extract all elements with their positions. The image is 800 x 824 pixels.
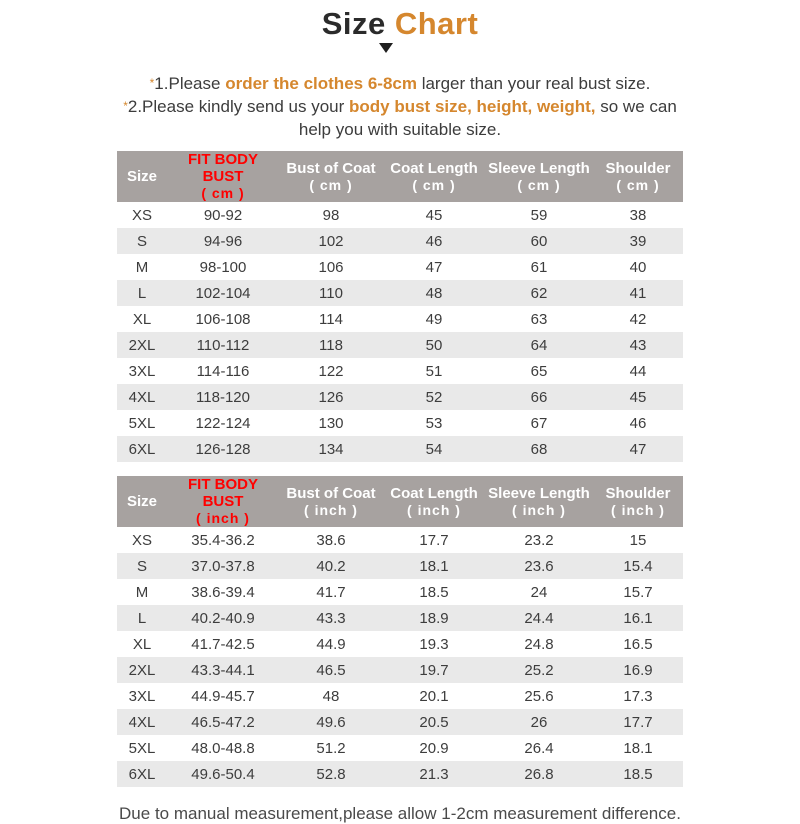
col-header-shoulder-inch: Shoulder ( inch ) xyxy=(593,476,683,527)
cell-bust-of-coat: 38.6 xyxy=(316,531,346,549)
cell-coat-length: 53 xyxy=(425,414,443,432)
cell-sleeve-length: 62 xyxy=(485,280,593,306)
note-2-pre: 2.Please kindly send us your xyxy=(127,97,349,116)
cell-shoulder: 39 xyxy=(593,228,683,254)
title-word-chart: Chart xyxy=(394,6,479,41)
cell-size: 5XL xyxy=(128,414,156,432)
title-word-size: Size xyxy=(321,6,386,41)
size-row-3xl-cm xyxy=(117,358,683,384)
cell-coat-length: 20.1 xyxy=(419,687,449,705)
cell-fit-body-bust: 35.4-36.2 xyxy=(191,531,255,549)
note-2-post: so we can xyxy=(595,97,677,116)
cell-shoulder: 40 xyxy=(629,258,647,276)
cell-size: M xyxy=(135,258,149,276)
footer-note: Due to manual measurement,please allow 1-2cm measurement difference. xyxy=(119,804,681,823)
cell-fit-body-bust: 114-116 xyxy=(196,362,250,380)
cell-fit-body-bust: 48.0-48.8 xyxy=(191,739,255,757)
title-arrow-row xyxy=(0,42,800,54)
cell-shoulder: 15 xyxy=(629,531,647,549)
cell-size: 4XL xyxy=(117,384,167,410)
cell-fit-body-bust: 122-124 xyxy=(195,414,251,432)
col-header-size-cm: Size xyxy=(117,151,167,202)
size-row-6xl-cm xyxy=(117,436,683,462)
cell-bust-of-coat: 98 xyxy=(322,206,340,224)
cell-shoulder: 16.5 xyxy=(623,635,653,653)
cell-fit-body-bust: 49.6-50.4 xyxy=(167,761,279,787)
cell-bust-of-coat: 106 xyxy=(318,258,344,276)
cell-bust-of-coat: 118 xyxy=(279,332,383,358)
cell-shoulder: 18.5 xyxy=(593,761,683,787)
cell-sleeve-length: 26 xyxy=(485,709,593,735)
cell-fit-body-bust: 40.2-40.9 xyxy=(167,605,279,631)
col-header-sleeve-length-inch: Sleeve Length ( inch ) xyxy=(485,476,593,527)
cell-shoulder: 16.1 xyxy=(593,605,683,631)
cell-fit-body-bust: 110-112 xyxy=(167,332,279,358)
cell-shoulder: 18.1 xyxy=(623,739,653,757)
cell-coat-length: 21.3 xyxy=(383,761,485,787)
cell-size: XL xyxy=(132,310,152,328)
cell-sleeve-length: 60 xyxy=(485,228,593,254)
cell-bust-of-coat: 46.5 xyxy=(279,657,383,683)
cell-bust-of-coat: 52.8 xyxy=(279,761,383,787)
cell-sleeve-length: 26.8 xyxy=(485,761,593,787)
cell-coat-length: 52 xyxy=(383,384,485,410)
cell-sleeve-length: 66 xyxy=(485,384,593,410)
cell-size: 4XL xyxy=(117,709,167,735)
cell-size: 6XL xyxy=(117,761,167,787)
cell-shoulder: 38 xyxy=(629,206,647,224)
size-row-6xl-inch xyxy=(117,761,683,787)
size-row-2xl-inch xyxy=(117,657,683,683)
cell-sleeve-length: 23.6 xyxy=(485,553,593,579)
cell-coat-length: 19.7 xyxy=(383,657,485,683)
cell-sleeve-length: 24.8 xyxy=(524,635,554,653)
col-header-shoulder-cm: Shoulder ( cm ) xyxy=(593,151,683,202)
cell-size: 2XL xyxy=(117,657,167,683)
down-triangle-icon xyxy=(379,43,393,53)
cell-fit-body-bust: 46.5-47.2 xyxy=(167,709,279,735)
cell-fit-body-bust: 41.7-42.5 xyxy=(191,635,255,653)
cell-coat-length: 46 xyxy=(383,228,485,254)
cell-fit-body-bust: 94-96 xyxy=(167,228,279,254)
cell-bust-of-coat: 122 xyxy=(318,362,344,380)
cell-bust-of-coat: 110 xyxy=(279,280,383,306)
note-line-2 xyxy=(0,96,800,119)
cell-bust-of-coat: 40.2 xyxy=(279,553,383,579)
cell-fit-body-bust: 37.0-37.8 xyxy=(167,553,279,579)
note-1-pre: 1.Please xyxy=(154,74,226,93)
cell-coat-length: 49 xyxy=(425,310,443,328)
cell-bust-of-coat: 49.6 xyxy=(279,709,383,735)
cell-coat-length: 50 xyxy=(383,332,485,358)
cell-size: 2XL xyxy=(117,332,167,358)
cell-fit-body-bust: 90-92 xyxy=(203,206,243,224)
cell-shoulder: 46 xyxy=(629,414,647,432)
cell-sleeve-length: 61 xyxy=(530,258,548,276)
cell-sleeve-length: 63 xyxy=(530,310,548,328)
size-row-2xl-cm xyxy=(117,332,683,358)
asterisk-icon: * xyxy=(123,99,128,113)
col-header-bust-of-coat-inch: Bust of Coat ( inch ) xyxy=(279,476,383,527)
cell-fit-body-bust: 98-100 xyxy=(199,258,247,276)
size-table-inch xyxy=(117,476,683,787)
cell-size: 6XL xyxy=(117,436,167,462)
asterisk-icon: * xyxy=(149,76,155,90)
cell-sleeve-length: 68 xyxy=(485,436,593,462)
cell-sleeve-length: 67 xyxy=(530,414,548,432)
cell-shoulder: 42 xyxy=(629,310,647,328)
cell-fit-body-bust: 38.6-39.4 xyxy=(191,583,255,601)
cell-coat-length: 19.3 xyxy=(419,635,449,653)
cell-size: 3XL xyxy=(128,687,156,705)
cell-size: S xyxy=(117,553,167,579)
cell-sleeve-length: 25.6 xyxy=(524,687,554,705)
cell-coat-length: 45 xyxy=(425,206,443,224)
size-row-3xl-inch xyxy=(117,683,683,709)
cell-fit-body-bust: 118-120 xyxy=(167,384,279,410)
size-row-l-inch xyxy=(117,605,683,631)
size-row-s-inch xyxy=(117,553,683,579)
col-header-fit-body-bust-inch: FIT BODY BUST ( inch ) xyxy=(167,476,279,527)
cell-sleeve-length: 64 xyxy=(485,332,593,358)
cell-size: 5XL xyxy=(128,739,156,757)
cell-shoulder: 17.3 xyxy=(623,687,653,705)
col-header-sleeve-length-cm: Sleeve Length ( cm ) xyxy=(485,151,593,202)
size-row-4xl-cm xyxy=(117,384,683,410)
size-row-s-cm xyxy=(117,228,683,254)
cell-coat-length: 18.9 xyxy=(383,605,485,631)
cell-coat-length: 54 xyxy=(383,436,485,462)
cell-coat-length: 18.5 xyxy=(419,583,449,601)
col-header-coat-length-inch: Coat Length ( inch ) xyxy=(383,476,485,527)
size-row-m-inch xyxy=(117,579,683,605)
header-row-cm xyxy=(117,151,683,202)
cell-sleeve-length: 24 xyxy=(530,583,548,601)
cell-size: L xyxy=(117,605,167,631)
cell-coat-length: 48 xyxy=(383,280,485,306)
size-row-5xl-inch xyxy=(117,735,683,761)
cell-size: XL xyxy=(132,635,152,653)
cell-coat-length: 20.9 xyxy=(419,739,449,757)
cell-shoulder: 15.7 xyxy=(623,583,653,601)
cell-sleeve-length: 65 xyxy=(530,362,548,380)
cell-bust-of-coat: 126 xyxy=(279,384,383,410)
col-header-bust-of-coat-cm: Bust of Coat ( cm ) xyxy=(279,151,383,202)
cell-shoulder: 47 xyxy=(593,436,683,462)
note-1-highlight: order the clothes 6-8cm xyxy=(225,74,417,93)
cell-coat-length: 47 xyxy=(425,258,443,276)
cell-shoulder: 16.9 xyxy=(593,657,683,683)
cell-shoulder: 41 xyxy=(593,280,683,306)
page-title xyxy=(0,0,800,41)
cell-shoulder: 17.7 xyxy=(593,709,683,735)
size-table-cm xyxy=(117,151,683,462)
cell-coat-length: 20.5 xyxy=(383,709,485,735)
cell-fit-body-bust: 43.3-44.1 xyxy=(167,657,279,683)
cell-shoulder: 15.4 xyxy=(593,553,683,579)
cell-sleeve-length: 23.2 xyxy=(524,531,554,549)
size-row-xs-inch xyxy=(117,527,683,553)
cell-size: XS xyxy=(131,531,152,549)
cell-bust-of-coat: 102 xyxy=(279,228,383,254)
cell-shoulder: 44 xyxy=(629,362,647,380)
cell-sleeve-length: 59 xyxy=(530,206,548,224)
cell-bust-of-coat: 130 xyxy=(318,414,344,432)
cell-bust-of-coat: 134 xyxy=(279,436,383,462)
col-header-size-inch: Size xyxy=(117,476,167,527)
cell-bust-of-coat: 44.9 xyxy=(316,635,346,653)
header-row-inch xyxy=(117,476,683,527)
cell-fit-body-bust: 102-104 xyxy=(167,280,279,306)
cell-bust-of-coat: 43.3 xyxy=(279,605,383,631)
cell-size: L xyxy=(117,280,167,306)
notes-block xyxy=(0,73,800,141)
cell-size: XS xyxy=(131,206,152,224)
note-1-post: larger than your real bust size. xyxy=(416,74,651,93)
cell-coat-length: 17.7 xyxy=(419,531,449,549)
col-header-fit-body-bust-cm: FIT BODY BUST ( cm ) xyxy=(167,151,279,202)
col-header-coat-length-cm: Coat Length ( cm ) xyxy=(383,151,485,202)
cell-bust-of-coat: 51.2 xyxy=(316,739,346,757)
cell-size: M xyxy=(135,583,149,601)
size-row-4xl-inch xyxy=(117,709,683,735)
cell-shoulder: 45 xyxy=(593,384,683,410)
size-row-xs-cm xyxy=(117,202,683,228)
cell-bust-of-coat: 41.7 xyxy=(316,583,346,601)
cell-fit-body-bust: 126-128 xyxy=(167,436,279,462)
note-2-highlight: body bust size, height, weight, xyxy=(349,97,596,116)
cell-sleeve-length: 26.4 xyxy=(524,739,554,757)
size-row-l-cm xyxy=(117,280,683,306)
cell-coat-length: 51 xyxy=(425,362,443,380)
cell-bust-of-coat: 114 xyxy=(319,310,343,328)
size-row-5xl-cm xyxy=(117,410,683,436)
size-row-xl-cm xyxy=(117,306,683,332)
cell-sleeve-length: 24.4 xyxy=(485,605,593,631)
cell-sleeve-length: 25.2 xyxy=(485,657,593,683)
note-line-3: help you with suitable size. xyxy=(298,120,502,139)
cell-coat-length: 18.1 xyxy=(383,553,485,579)
cell-size: S xyxy=(117,228,167,254)
note-line-1 xyxy=(0,73,800,96)
size-row-xl-inch xyxy=(117,631,683,657)
size-row-m-cm xyxy=(117,254,683,280)
cell-bust-of-coat: 48 xyxy=(322,687,340,705)
cell-shoulder: 43 xyxy=(593,332,683,358)
cell-fit-body-bust: 44.9-45.7 xyxy=(191,687,255,705)
cell-fit-body-bust: 106-108 xyxy=(195,310,251,328)
cell-size: 3XL xyxy=(128,362,156,380)
